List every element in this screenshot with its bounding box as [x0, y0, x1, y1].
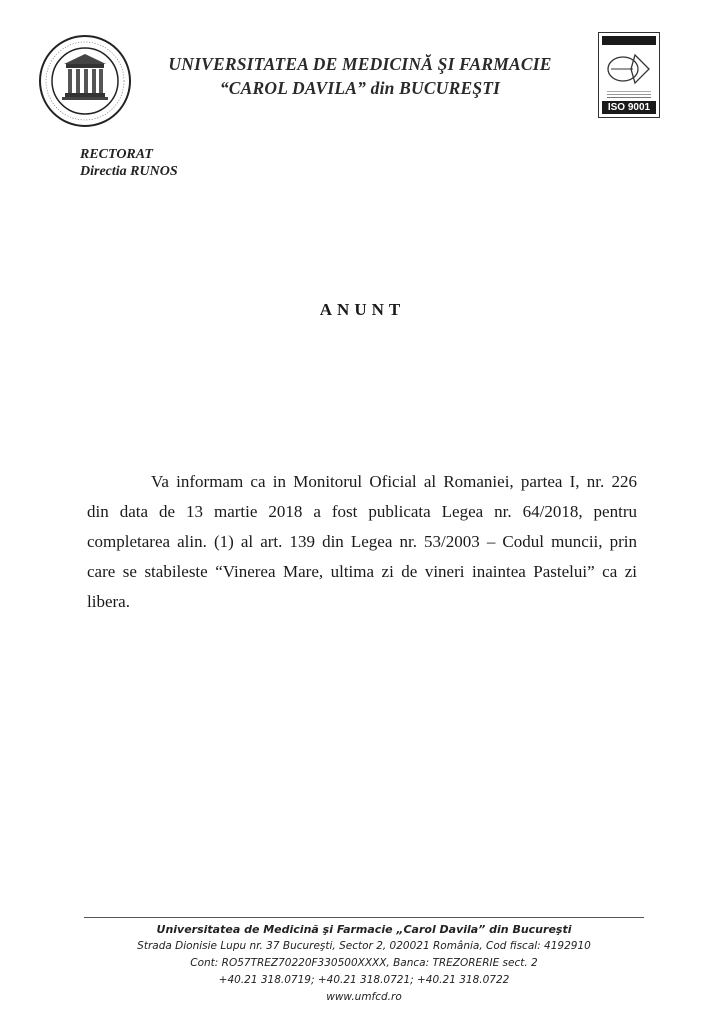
certind-iso-9001-badge [598, 32, 660, 118]
footer-address: Strada Dionisie Lupu nr. 37 Bucureşti, Sector 2, 020021 România, Cod fiscal: 4192910 [137, 940, 591, 952]
cert-iso-label: ISO 9001 [602, 101, 656, 114]
footer [84, 921, 644, 1006]
notice-title: ANUNT [319, 300, 406, 319]
university-name [140, 52, 580, 100]
university-name-line1: UNIVERSITATEA DE MEDICINĂ ŞI FARMACIE [168, 54, 552, 74]
department-block [80, 146, 178, 180]
footer-university-name: Universitatea de Medicină şi Farmacie „Carol Davila” din Bucureşti [156, 923, 572, 936]
notice-body [87, 467, 637, 617]
department-line2: Directia RUNOS [80, 164, 178, 179]
university-seal-icon [38, 34, 132, 128]
certind-logo-icon [603, 49, 655, 89]
footer-divider [84, 917, 644, 918]
department-line1: RECTORAT [80, 147, 153, 162]
cert-fine-print [607, 97, 651, 98]
notice-line: din data de 13 martie 2018 a fost publicata Legea nr. 64/2018, pentru [87, 502, 637, 521]
notice-line: libera. [87, 592, 130, 611]
footer-bank-account: Cont: RO57TREZ70220F330500XXXX, Banca: TREZORERIE sect. 2 [190, 957, 538, 969]
notice-line: Va informam ca in Monitorul Oficial al Romaniei, partea I, nr. 226 [151, 472, 637, 491]
footer-website: www.umfcd.ro [326, 991, 402, 1003]
notice-line: completarea alin. (1) al art. 139 din Legea nr. 53/2003 – Codul muncii, prin [87, 532, 637, 551]
footer-phones: +40.21 318.0719; +40.21 318.0721; +40.21 318.0722 [218, 974, 510, 986]
university-name-line2: “CAROL DAVILA” din BUCUREŞTI [219, 78, 501, 98]
notice-line: care se stabileste “Vinerea Mare, ultima zi de vineri inaintea Pastelui” ca zi [87, 562, 637, 581]
cert-header-bar [602, 36, 656, 45]
